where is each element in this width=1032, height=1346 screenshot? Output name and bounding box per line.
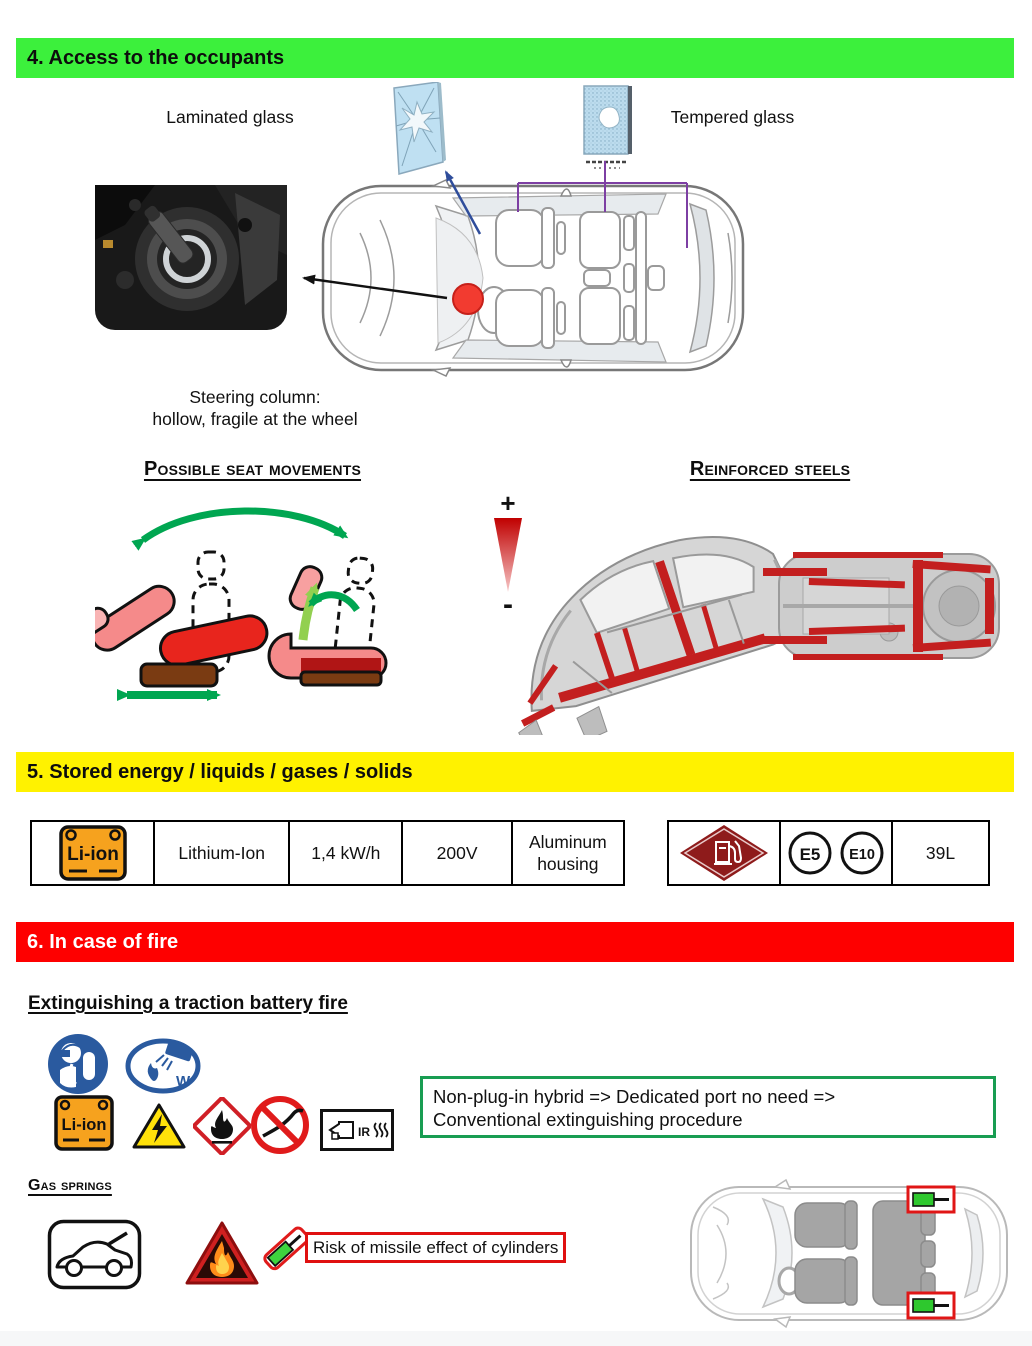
e5-badge bbox=[787, 830, 833, 876]
extinguishing-subheading: Extinguishing a traction battery fire bbox=[28, 993, 348, 1014]
section6-header bbox=[16, 922, 1014, 962]
fuel-table bbox=[667, 820, 990, 886]
battery-housing-cell: Aluminum housing bbox=[511, 822, 623, 884]
battery-icon-cell bbox=[32, 822, 153, 884]
page-bottom-band bbox=[0, 1331, 1032, 1346]
fuel-capacity-cell: 39L bbox=[891, 822, 988, 884]
note-line2: Conventional extinguishing procedure bbox=[433, 1109, 743, 1130]
note-line1: Non-plug-in hybrid => Dedicated port no need => bbox=[433, 1086, 836, 1107]
steering-column-marker bbox=[453, 284, 483, 314]
section4-title: 4. Access to the occupants bbox=[27, 47, 285, 69]
flammable-hazard-icon bbox=[193, 1097, 251, 1155]
gas-springs-location-diagram bbox=[683, 1177, 1016, 1330]
tempered-glass-icon bbox=[580, 84, 634, 172]
fuel-pump-diamond-icon bbox=[678, 824, 770, 882]
ir-label: IR bbox=[358, 1125, 370, 1139]
steering-caption bbox=[100, 386, 410, 430]
section5-header bbox=[16, 752, 1014, 792]
breathing-apparatus-icon bbox=[46, 1032, 110, 1096]
battery-energy-cell: 1,4 kW/h bbox=[288, 822, 401, 884]
fire-warning-icon bbox=[183, 1219, 261, 1289]
battery-table bbox=[30, 820, 625, 886]
gas-spring-marker-right bbox=[908, 1293, 954, 1318]
gas-spring-marker-left bbox=[908, 1187, 954, 1212]
open-tailgate-icon bbox=[47, 1219, 142, 1290]
laminated-glass-icon bbox=[386, 82, 448, 178]
e10-badge bbox=[839, 830, 885, 876]
battery-chemistry-cell: Lithium-Ion bbox=[153, 822, 288, 884]
svg-text:E10: E10 bbox=[849, 847, 875, 863]
body-structure-underbody-image bbox=[763, 548, 1015, 666]
missile-warning-box: Risk of missile effect of cylinders bbox=[305, 1232, 566, 1263]
li-ion-battery-icon bbox=[57, 824, 129, 882]
recline-arrow bbox=[143, 511, 345, 540]
li-ion-label: Li-ion bbox=[66, 844, 119, 865]
fuel-icon-cell bbox=[669, 822, 779, 884]
section4-header bbox=[16, 38, 1014, 78]
no-prying-tool-icon bbox=[250, 1095, 310, 1155]
steering-caption-line1: Steering column: bbox=[189, 387, 321, 407]
tempered-glass-label: Tempered glass bbox=[670, 107, 795, 127]
svg-text:E5: E5 bbox=[799, 845, 821, 864]
extinguishing-note bbox=[420, 1076, 996, 1138]
steering-column-photo bbox=[95, 185, 287, 330]
electrical-hazard-icon bbox=[131, 1102, 187, 1150]
fold-down-arrow bbox=[311, 595, 357, 610]
steering-caption-line2: hollow, fragile at the wheel bbox=[152, 409, 358, 429]
scale-minus-label: - bbox=[503, 588, 513, 616]
section5-title: 5. Stored energy / liquids / gases / solids bbox=[27, 761, 413, 783]
fuel-badges-cell bbox=[779, 822, 891, 884]
li-ion-battery-icon-fire bbox=[53, 1094, 115, 1152]
water-letter: W bbox=[176, 1073, 191, 1090]
seat-movements-heading: Possible seat movements bbox=[143, 458, 362, 480]
reinforced-steels-heading: Reinforced steels bbox=[689, 458, 851, 480]
scale-plus-label: + bbox=[500, 494, 516, 518]
laminated-glass-label: Laminated glass bbox=[166, 107, 294, 127]
section6-title: 6. In case of fire bbox=[27, 931, 179, 953]
extinguish-with-water-icon bbox=[124, 1038, 202, 1094]
seat-movements-diagram bbox=[95, 492, 397, 707]
thermal-camera-icon bbox=[320, 1109, 394, 1151]
gas-springs-heading: Gas springs bbox=[28, 1177, 112, 1194]
battery-voltage-cell: 200V bbox=[401, 822, 510, 884]
li-ion-label-2: Li-ion bbox=[61, 1116, 107, 1134]
car-top-view-diagram bbox=[318, 178, 748, 378]
